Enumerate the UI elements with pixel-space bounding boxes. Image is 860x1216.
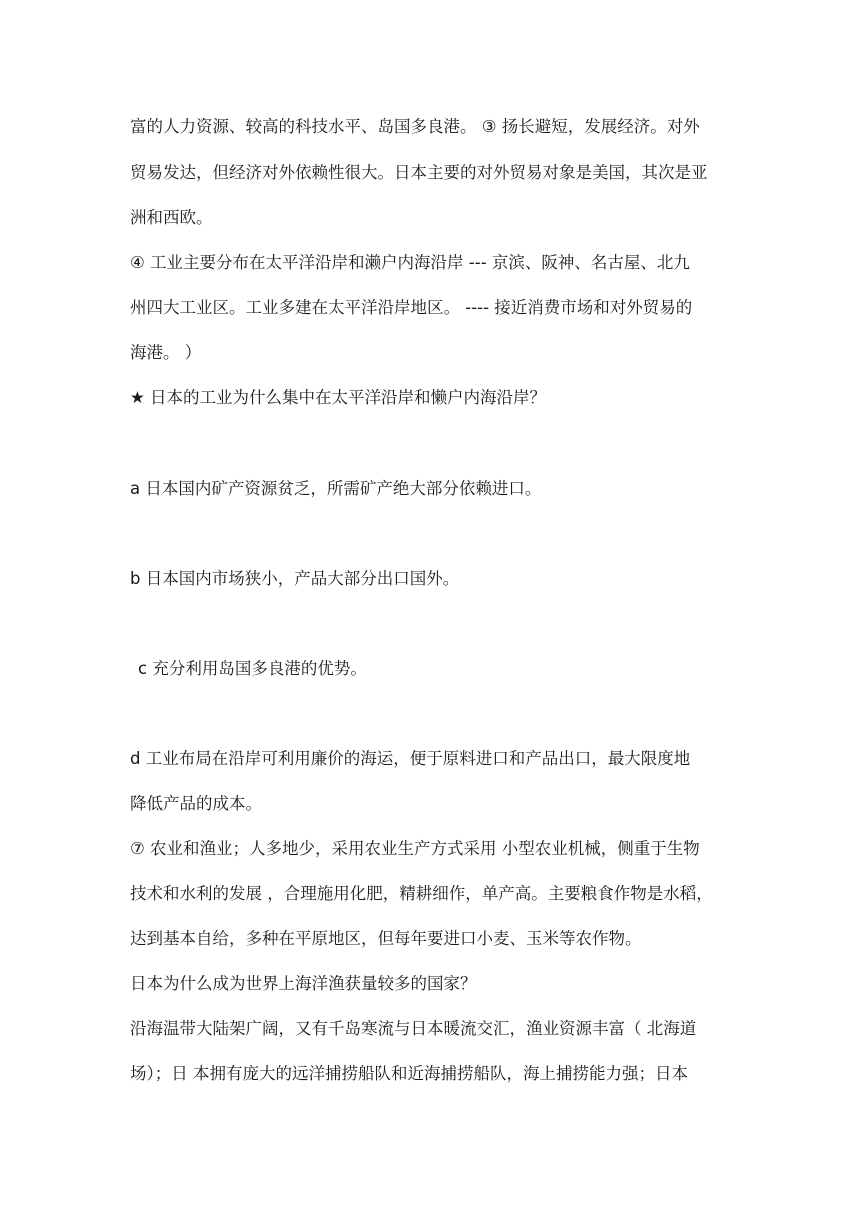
text-line: 洲和西欧。 [130,208,213,227]
list-item: b 日本国内市场狭小，产品大部分出口国外。 [130,569,460,588]
text-line: 海港。 ） [130,343,202,362]
question-heading: 日本为什么成为世界上海洋渔获量较多的国家？ [130,974,477,993]
text-line: 富的人力资源、较高的科技水平、岛国多良港。 ③ 扬长避短，发展经济。对外 [130,117,700,136]
list-item: c 充分利用岛国多良港的优势。 [138,659,367,678]
list-item: d 工业布局在沿岸可利用廉价的海运，便于原料进口和产品出口，最大限度地 [130,749,691,768]
list-item: a 日本国内矿产资源贫乏，所需矿产绝大部分依赖进口。 [130,479,542,498]
text-line: 技术和水利的发展 ，合理施用化肥，精耕细作，单产高。主要粮食作物是水稻， [130,884,713,903]
question-heading: ★ 日本的工业为什么集中在太平洋沿岸和懒户内海沿岸？ [130,388,547,407]
text-line: 沿海温带大陆架广阔，又有千岛寒流与日本暖流交汇，渔业资源丰富（ 北海道 [130,1019,697,1038]
text-line: 贸易发达，但经济对外依赖性很大。日本主要的对外贸易对象是美国，其次是亚 [130,163,708,182]
text-line: ④ 工业主要分布在太平洋沿岸和濑户内海沿岸 --- 京滨、阪神、名古屋、北九 [130,253,690,272]
text-line: 场）；日 本拥有庞大的远洋捕捞船队和近海捕捞船队，海上捕捞能力强；日本 [130,1064,688,1083]
text-line: ⑦ 农业和渔业；人多地少，采用农业生产方式采用 小型农业机械，侧重于生物 [130,839,700,858]
text-line: 州四大工业区。工业多建在太平洋沿岸地区。 ---- 接近消费市场和对外贸易的 [130,298,693,317]
text-line: 降低产品的成本。 [130,794,262,813]
text-line: 达到基本自给，多种在平原地区，但每年要进口小麦、玉米等农作物。 [130,929,642,948]
